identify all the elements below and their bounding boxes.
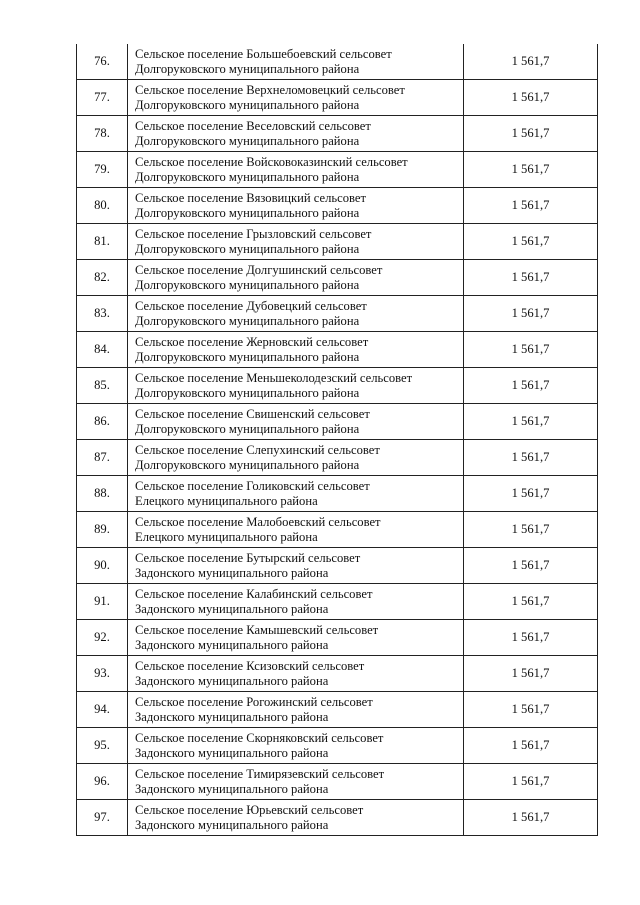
row-number: 84. <box>77 332 128 368</box>
row-number: 76. <box>77 44 128 80</box>
allocation-value: 1 561,7 <box>464 584 598 620</box>
settlement-name-line2: Задонского муниципального района <box>135 781 329 796</box>
settlement-name-line2: Задонского муниципального района <box>135 817 329 832</box>
settlement-name-line1: Сельское поселение Калабинский сельсовет <box>135 586 373 601</box>
table-row <box>77 368 598 404</box>
settlement-name-line1: Сельское поселение Долгушинский сельсовет <box>135 262 383 277</box>
settlement-name <box>128 728 464 764</box>
row-number: 89. <box>77 512 128 548</box>
settlement-name <box>128 692 464 728</box>
allocation-value: 1 561,7 <box>464 368 598 404</box>
settlement-name-line1: Сельское поселение Грызловский сельсовет <box>135 226 372 241</box>
settlement-name-line1: Сельское поселение Свишенский сельсовет <box>135 406 370 421</box>
settlement-name-line1: Сельское поселение Слепухинский сельсовет <box>135 442 380 457</box>
settlement-name <box>128 584 464 620</box>
settlement-name-line1: Сельское поселение Рогожинский сельсовет <box>135 694 373 709</box>
settlement-name-line2: Долгоруковского муниципального района <box>135 133 360 148</box>
allocation-value: 1 561,7 <box>464 620 598 656</box>
settlement-name <box>128 224 464 260</box>
table-row <box>77 512 598 548</box>
row-number: 86. <box>77 404 128 440</box>
row-number: 94. <box>77 692 128 728</box>
settlement-name-line2: Елецкого муниципального района <box>135 493 318 508</box>
settlement-name-line1: Сельское поселение Ксизовский сельсовет <box>135 658 365 673</box>
table-row <box>77 476 598 512</box>
table-row <box>77 44 598 80</box>
row-number: 96. <box>77 764 128 800</box>
settlement-name <box>128 512 464 548</box>
table-row <box>77 656 598 692</box>
settlement-name <box>128 764 464 800</box>
allocation-value: 1 561,7 <box>464 332 598 368</box>
row-number: 95. <box>77 728 128 764</box>
table-row <box>77 332 598 368</box>
allocation-value: 1 561,7 <box>464 80 598 116</box>
settlement-name-line2: Долгоруковского муниципального района <box>135 349 360 364</box>
table-row <box>77 404 598 440</box>
settlement-name-line2: Долгоруковского муниципального района <box>135 205 360 220</box>
row-number: 79. <box>77 152 128 188</box>
row-number: 91. <box>77 584 128 620</box>
settlement-name-line2: Задонского муниципального района <box>135 745 329 760</box>
allocation-value: 1 561,7 <box>464 548 598 584</box>
settlement-name-line1: Сельское поселение Веселовский сельсовет <box>135 118 371 133</box>
settlement-name-line2: Долгоруковского муниципального района <box>135 169 360 184</box>
table-row <box>77 152 598 188</box>
settlement-name <box>128 44 464 80</box>
allocation-value: 1 561,7 <box>464 476 598 512</box>
settlement-name-line2: Долгоруковского муниципального района <box>135 277 360 292</box>
allocation-value: 1 561,7 <box>464 692 598 728</box>
row-number: 92. <box>77 620 128 656</box>
settlement-name-line1: Сельское поселение Дубовецкий сельсовет <box>135 298 367 313</box>
settlement-name-line1: Сельское поселение Голиковский сельсовет <box>135 478 370 493</box>
table-row <box>77 116 598 152</box>
settlement-name-line2: Задонского муниципального района <box>135 709 329 724</box>
settlement-name-line1: Сельское поселение Войсковоказинский сельсовет <box>135 154 408 169</box>
settlement-name-line1: Сельское поселение Жерновский сельсовет <box>135 334 369 349</box>
settlement-name <box>128 80 464 116</box>
settlement-name-line1: Сельское поселение Верхнеломовецкий сельсовет <box>135 82 405 97</box>
settlement-name <box>128 368 464 404</box>
settlement-name-line2: Задонского муниципального района <box>135 601 329 616</box>
row-number: 88. <box>77 476 128 512</box>
table-row <box>77 620 598 656</box>
settlement-name-line1: Сельское поселение Бутырский сельсовет <box>135 550 361 565</box>
table-row <box>77 260 598 296</box>
settlement-name-line2: Задонского муниципального района <box>135 673 329 688</box>
settlement-name-line2: Долгоруковского муниципального района <box>135 61 360 76</box>
table-row <box>77 764 598 800</box>
row-number: 90. <box>77 548 128 584</box>
settlement-name <box>128 656 464 692</box>
settlement-name <box>128 116 464 152</box>
allocation-value: 1 561,7 <box>464 764 598 800</box>
settlement-name-line2: Задонского муниципального района <box>135 565 329 580</box>
allocation-value: 1 561,7 <box>464 296 598 332</box>
row-number: 87. <box>77 440 128 476</box>
row-number: 85. <box>77 368 128 404</box>
table-row <box>77 800 598 836</box>
settlement-name-line2: Долгоруковского муниципального района <box>135 421 360 436</box>
settlement-name <box>128 332 464 368</box>
allocation-value: 1 561,7 <box>464 116 598 152</box>
row-number: 97. <box>77 800 128 836</box>
table-row <box>77 692 598 728</box>
row-number: 78. <box>77 116 128 152</box>
allocation-value: 1 561,7 <box>464 656 598 692</box>
settlement-name-line2: Елецкого муниципального района <box>135 529 318 544</box>
settlement-name <box>128 404 464 440</box>
settlement-name <box>128 260 464 296</box>
settlement-name-line2: Долгоруковского муниципального района <box>135 385 360 400</box>
settlement-name <box>128 548 464 584</box>
settlement-name-line1: Сельское поселение Большебоевский сельсовет <box>135 46 392 61</box>
settlement-name <box>128 188 464 224</box>
allocation-value: 1 561,7 <box>464 224 598 260</box>
settlement-name-line2: Долгоруковского муниципального района <box>135 241 360 256</box>
row-number: 93. <box>77 656 128 692</box>
row-number: 80. <box>77 188 128 224</box>
allocation-value: 1 561,7 <box>464 440 598 476</box>
settlement-name-line1: Сельское поселение Тимирязевский сельсовет <box>135 766 385 781</box>
settlement-name <box>128 800 464 836</box>
table-row <box>77 296 598 332</box>
settlement-name-line2: Задонского муниципального района <box>135 637 329 652</box>
table-body <box>77 44 598 836</box>
allocation-value: 1 561,7 <box>464 152 598 188</box>
settlement-name-line2: Долгоруковского муниципального района <box>135 313 360 328</box>
table-row <box>77 584 598 620</box>
table-row <box>77 728 598 764</box>
row-number: 77. <box>77 80 128 116</box>
settlement-name-line1: Сельское поселение Скорняковский сельсовет <box>135 730 384 745</box>
settlement-name <box>128 152 464 188</box>
allocation-value: 1 561,7 <box>464 404 598 440</box>
settlement-name-line1: Сельское поселение Вязовицкий сельсовет <box>135 190 366 205</box>
allocation-value: 1 561,7 <box>464 800 598 836</box>
settlement-name-line2: Долгоруковского муниципального района <box>135 457 360 472</box>
allocation-value: 1 561,7 <box>464 512 598 548</box>
table-row <box>77 80 598 116</box>
settlement-name-line2: Долгоруковского муниципального района <box>135 97 360 112</box>
allocation-value: 1 561,7 <box>464 188 598 224</box>
settlement-name-line1: Сельское поселение Малобоевский сельсовет <box>135 514 381 529</box>
settlement-name-line1: Сельское поселение Меньшеколодезский сельсовет <box>135 370 413 385</box>
settlement-name-line1: Сельское поселение Юрьевский сельсовет <box>135 802 364 817</box>
table-row <box>77 224 598 260</box>
table-row <box>77 440 598 476</box>
allocation-value: 1 561,7 <box>464 44 598 80</box>
row-number: 82. <box>77 260 128 296</box>
row-number: 81. <box>77 224 128 260</box>
settlement-name <box>128 440 464 476</box>
allocation-value: 1 561,7 <box>464 260 598 296</box>
allocation-value: 1 561,7 <box>464 728 598 764</box>
allocation-table <box>76 44 598 836</box>
settlement-name <box>128 296 464 332</box>
table-row <box>77 188 598 224</box>
settlement-name-line1: Сельское поселение Камышевский сельсовет <box>135 622 379 637</box>
settlement-name <box>128 476 464 512</box>
table-row <box>77 548 598 584</box>
settlement-name <box>128 620 464 656</box>
row-number: 83. <box>77 296 128 332</box>
